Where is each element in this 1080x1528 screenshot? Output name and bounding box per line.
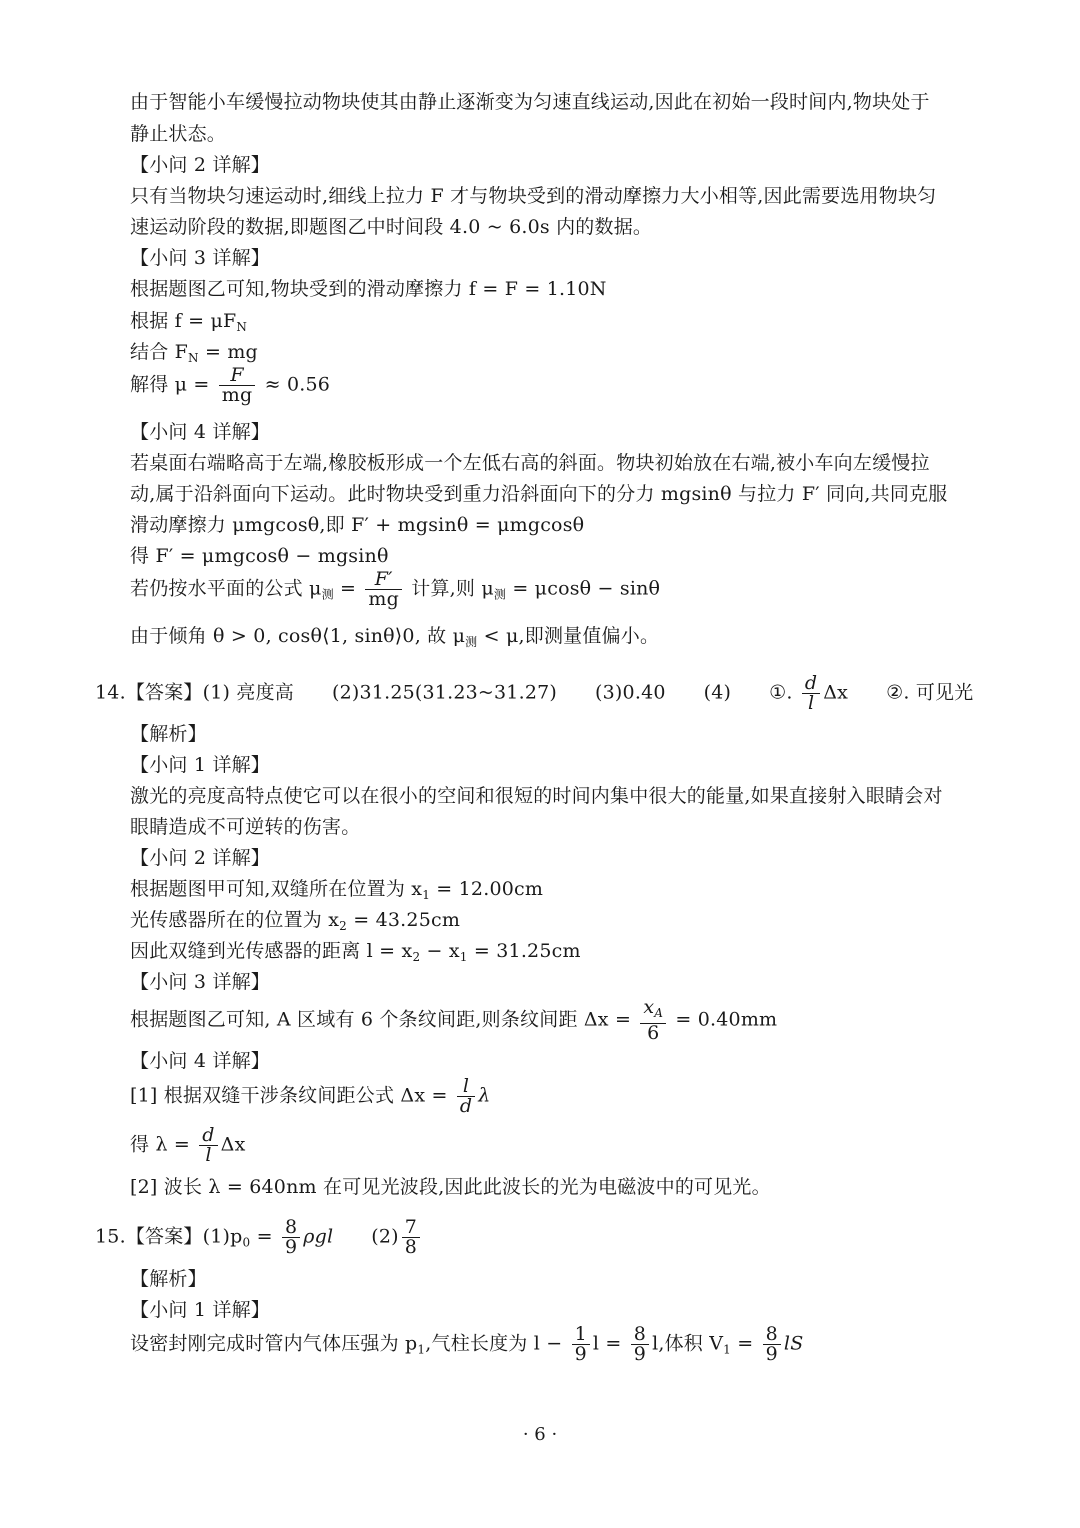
q15-l1-den-3: 9 (765, 1343, 778, 1365)
q13-measured-denominator: mg (368, 588, 399, 610)
q14-f2-fraction (199, 1126, 217, 1165)
q15-analysis-heading: 【解析】 (130, 1268, 207, 1290)
q15-l1-fraction-1 (572, 1325, 590, 1364)
q13-formula-fn-a: 结合 F (130, 341, 189, 363)
q13-subq2-heading: 【小问 2 详解】 (130, 154, 270, 176)
q14-x2-line (130, 908, 460, 938)
q15-answer-d: (2) (371, 1225, 399, 1248)
q14-x1-sub: 1 (422, 888, 431, 902)
q14-analysis-heading: 【解析】 (130, 723, 207, 745)
q14-spacing-line (130, 998, 777, 1043)
q13-formula-mu-measured (130, 570, 660, 609)
q14-f1-a: [1] 根据双缝干涉条纹间距公式 Δx = (130, 1084, 454, 1107)
q15-l1-d: l,体积 V (652, 1332, 724, 1355)
q14-spacing-fraction (640, 998, 666, 1043)
q13-conclusion (130, 624, 659, 654)
q14-f1-b: λ (478, 1084, 491, 1107)
q14-f1-fraction (457, 1077, 475, 1116)
q14-spacing-denominator: 6 (647, 1022, 660, 1044)
q13-line-2: 静止状态。 (130, 123, 227, 145)
q14-formula-line-1 (130, 1077, 490, 1116)
q13-l13-sub2: 测 (493, 587, 507, 602)
q13-line-3: 只有当物块匀速运动时,细线上拉力 F 才与物块受到的滑动摩擦力大小相等,因此需要选用物块匀 (130, 185, 937, 207)
q14-f2-numerator: d (199, 1126, 217, 1146)
q13-subq4-heading: 【小问 4 详解】 (130, 421, 270, 443)
q14-answer-4a: ①. (769, 681, 799, 704)
q14-line-2: 眼睛造成不可逆转的伤害。 (130, 816, 361, 838)
q14-spacing-num-sub: A (654, 1006, 664, 1020)
q14-dist-b: − x (420, 940, 460, 962)
q14-x1-b: = 12.00cm (430, 878, 544, 900)
q14-answer-line (95, 674, 973, 713)
q15-answer-fraction-1 (282, 1218, 300, 1257)
q14-x2-b: = 43.25cm (347, 909, 461, 931)
q14-x2-a: 光传感器所在的位置为 x (130, 909, 340, 931)
q15-l1-b: ,气柱长度为 l − (425, 1332, 569, 1355)
q14-spacing-numerator (640, 998, 666, 1024)
q14-spacing-num-x: x (643, 996, 655, 1018)
q13-l13-sub1: 测 (321, 587, 334, 602)
q13-formula-mu-b: ≈ 0.56 (258, 373, 331, 396)
q13-formula-f-text: 根据 f = μF (130, 310, 237, 332)
q13-line-10: 动,属于沿斜面向下运动。此时物块受到重力沿斜面向下的分力 mgsinθ 与拉力 F′ 同向,共同克服 (130, 483, 948, 505)
q13-l14-a: 由于倾角 θ > 0, cosθ⟨1, sinθ⟩0, 故 μ (130, 625, 466, 647)
q15-answer-fraction-2 (402, 1218, 420, 1257)
q15-l1-fraction-3 (763, 1325, 781, 1364)
q13-l13-a: 若仍按水平面的公式 μ (130, 577, 322, 600)
q14-distance-line (130, 939, 581, 969)
q15-l1-c: l = (592, 1332, 628, 1355)
q15-l1-sub1: 1 (417, 1342, 426, 1357)
q13-measured-numerator: F′ (365, 570, 402, 590)
q14-dist-sub2: 2 (412, 950, 421, 964)
q13-friction-line: 根据题图乙可知,物块受到的滑动摩擦力 f = F = 1.10N (130, 278, 607, 300)
q13-l13-c: 计算,则 μ (405, 577, 494, 600)
page-number: · 6 · (522, 1424, 558, 1445)
q13-line-12: 得 F′ = μmgcosθ − mgsinθ (130, 545, 389, 567)
q15-l1-sub2: 1 (723, 1342, 732, 1357)
q13-line-11: 滑动摩擦力 μmgcosθ,即 F′ + mgsinθ = μmgcosθ (130, 514, 585, 536)
q15-answer-b: = (250, 1225, 279, 1248)
q13-formula-mu-a: 解得 μ = (130, 373, 216, 396)
q13-l14-b: < μ,即测量值偏小。 (477, 625, 660, 647)
q15-answer-c: ρgl (303, 1225, 334, 1248)
q15-l1-fraction-2 (631, 1325, 649, 1364)
q13-mu-denominator: mg (221, 384, 253, 406)
q15-answer-line (95, 1218, 423, 1257)
q15-answer-sub: 0 (242, 1235, 251, 1250)
q15-l1-den-2: 9 (633, 1343, 647, 1365)
q14-f1-denominator: d (459, 1095, 473, 1117)
q15-line-1 (130, 1325, 803, 1364)
q13-l13-d: = μcosθ − sinθ (506, 577, 661, 600)
q15-subq1-heading: 【小问 1 详解】 (130, 1299, 270, 1321)
q14-dist-c: = 31.25cm (467, 940, 581, 962)
q15-l1-den-1: 9 (574, 1343, 587, 1365)
q15-l1-a: 设密封刚完成时管内气体压强为 p (130, 1332, 418, 1355)
q14-answer-4: (4) (703, 681, 732, 704)
q14-spacing-b: = 0.40mm (669, 1008, 778, 1031)
q15-l1-num-1: 1 (572, 1325, 590, 1345)
q15-l1-f: lS (783, 1332, 804, 1355)
q13-subq3-heading: 【小问 3 详解】 (130, 247, 270, 269)
q13-formula-f-sub: N (236, 320, 248, 334)
q14-answer-fraction (802, 674, 820, 713)
q14-answer-3: (3)0.40 (595, 681, 666, 704)
q14-answer-numerator: d (802, 674, 820, 694)
q14-subq4-heading: 【小问 4 详解】 (130, 1050, 270, 1072)
q13-mu-numerator: F (219, 366, 256, 386)
q14-f2-b: Δx (220, 1133, 246, 1156)
q15-l1-num-2: 8 (631, 1325, 649, 1345)
q14-line-9: [2] 波长 λ = 640nm 在可见光波段,因此此波长的光为电磁波中的可见光。 (130, 1176, 771, 1198)
q13-l13-b: = (333, 577, 363, 600)
q15-l1-e: = (731, 1332, 760, 1355)
q15-answer-den-2: 8 (404, 1236, 418, 1258)
q13-l14-sub: 测 (465, 635, 478, 649)
q13-line-9: 若桌面右端略高于左端,橡胶板形成一个左低右高的斜面。物块初始放在右端,被小车向左缓慢拉 (130, 452, 930, 474)
q14-f1-numerator: l (457, 1077, 475, 1097)
q14-f2-denominator: l (205, 1144, 212, 1166)
q14-subq3-heading: 【小问 3 详解】 (130, 971, 270, 993)
q14-answer-4b: ②. 可见光 (886, 681, 974, 704)
q15-answer-a: 15.【答案】(1)p (95, 1225, 243, 1248)
q15-l1-num-3: 8 (763, 1325, 781, 1345)
q15-answer-den-1: 9 (284, 1236, 298, 1258)
q14-line-1: 激光的亮度高特点使它可以在很小的空间和很短的时间内集中很大的能量,如果直接射入眼睛会对 (130, 785, 943, 807)
q14-f2-a: 得 λ = (130, 1133, 197, 1156)
q15-answer-num-2: 7 (402, 1218, 420, 1238)
q13-formula-fn-b: = mg (198, 341, 258, 363)
q13-measured-fraction (365, 570, 402, 609)
q14-x1-a: 根据题图甲可知,双缝所在位置为 x (130, 878, 423, 900)
q14-x1-line (130, 877, 543, 907)
q14-subq2-heading: 【小问 2 详解】 (130, 847, 270, 869)
q14-spacing-a: 根据题图乙可知, A 区域有 6 个条纹间距,则条纹间距 Δx = (130, 1008, 638, 1031)
q14-formula-line-2 (130, 1126, 246, 1165)
q14-answer-4a-tail: Δx (823, 681, 849, 704)
q14-answer-1: 14.【答案】(1) 亮度高 (95, 681, 294, 704)
q14-dist-sub1: 1 (459, 950, 468, 964)
q15-answer-num-1: 8 (282, 1218, 300, 1238)
q14-answer-2: (2)31.25(31.23~31.27) (331, 681, 558, 704)
q13-line-4: 速运动阶段的数据,即题图乙中时间段 4.0 ~ 6.0s 内的数据。 (130, 216, 653, 238)
q13-formula-f (130, 309, 247, 339)
q14-subq1-heading: 【小问 1 详解】 (130, 754, 270, 776)
q13-mu-fraction (219, 366, 256, 405)
q13-formula-fn-sub: N (188, 351, 199, 365)
q14-dist-a: 因此双缝到光传感器的距离 l = x (130, 940, 413, 962)
q13-formula-mu (130, 366, 330, 405)
q13-line-1: 由于智能小车缓慢拉动物块使其由静止逐渐变为匀速直线运动,因此在初始一段时间内,物块处于 (130, 91, 930, 113)
q14-x2-sub: 2 (339, 919, 347, 933)
q14-answer-denominator: l (807, 692, 815, 714)
